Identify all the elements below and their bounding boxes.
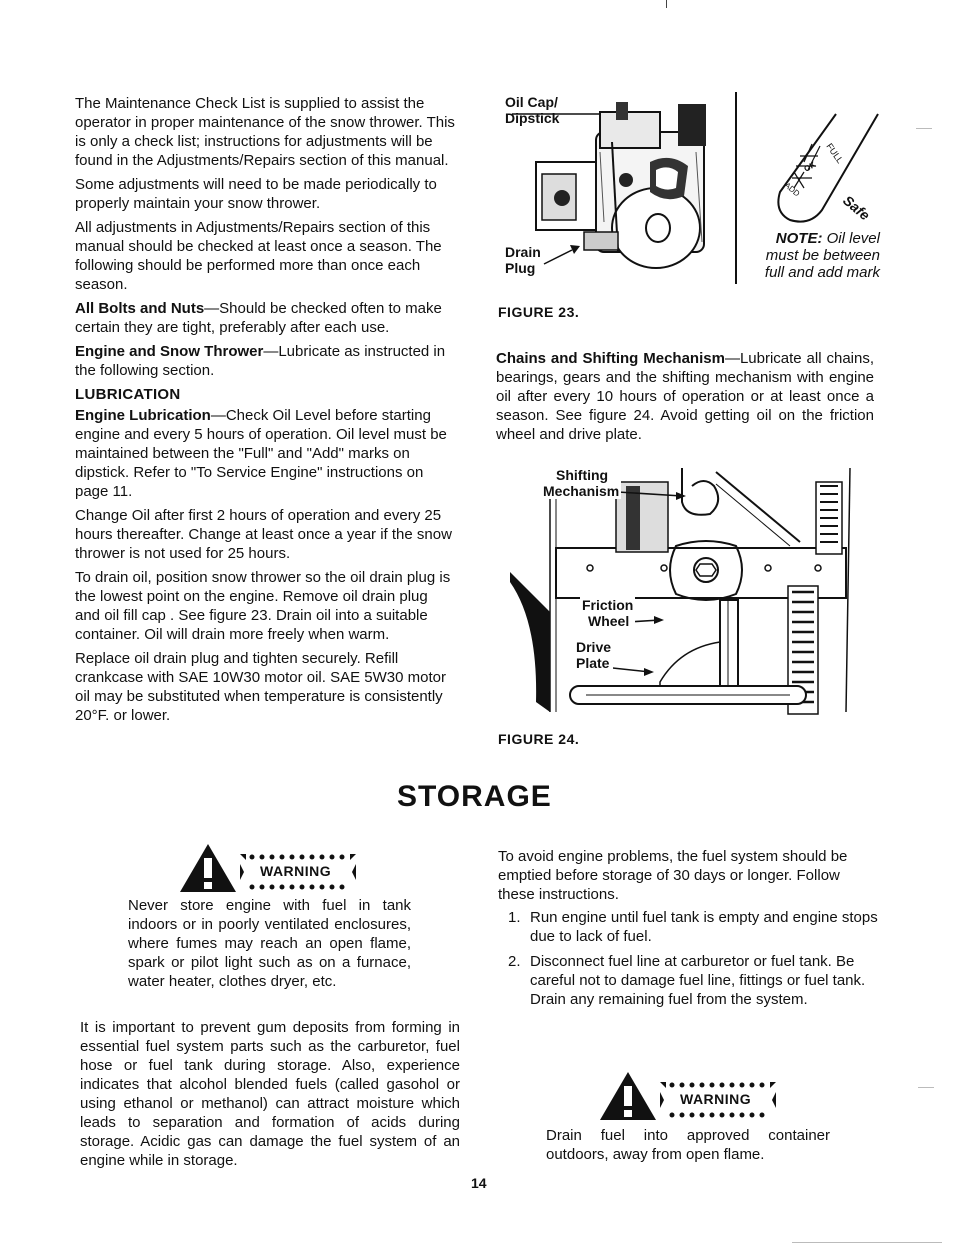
- change-oil-paragraph: Change Oil after first 2 hours of operation and every 25 hours thereafter. Change at least once a year if the snow thrower is not used for 25 hours.: [75, 507, 452, 562]
- engine-lubrication-text: —Check Oil Level before starting engine and every 5 hours of operation. Oil level must be maintained between the "Full" and "Add" marks on dipstick. Refer to "To Service Engine" instructions on page 11.: [75, 407, 447, 500]
- warning1-text: Never store engine with fuel in tank indoors or in poorly ventilated enclosures, where fumes may reach an open flame, spark or pilot light such as on a furnace, water heater, clothes dryer, etc.: [128, 897, 411, 990]
- dipstick-full-mark: FULL: [824, 141, 846, 166]
- note-label: NOTE:: [775, 230, 823, 247]
- shifting-mechanism-label: Shifting Mechanism: [543, 467, 620, 499]
- fuel-steps-list: [498, 908, 880, 1015]
- warning1-label: WARNING: [260, 863, 332, 879]
- chains-text: —Lubricate all chains, bearings, gears and the shifting mechanism with engine oil after every 10 hours of operation or at least once a season. See figure 24. Avoid getting oil on the friction wheel and drive plate.: [496, 350, 875, 443]
- lubrication-heading: LUBRICATION: [75, 386, 181, 403]
- step-number: 1.: [508, 909, 521, 926]
- engine-snow-text: —Lubricate as instructed in the following section.: [75, 343, 446, 379]
- fuel-intro-paragraph: To avoid engine problems, the fuel system should be emptied before storage of 30 days or longer. Follow these instructions.: [498, 848, 848, 903]
- dipstick-safe-mark: Safe: [840, 192, 874, 224]
- figure23-divider: [735, 92, 737, 284]
- friction-wheel-label: Friction Wheel: [582, 597, 634, 629]
- left-column: [75, 94, 455, 725]
- note-text: Oil level must be between full and add mark: [764, 230, 880, 281]
- figure23-caption: FIGURE 23.: [498, 304, 580, 320]
- oil-cap-label: Oil Cap/ Dipstick: [505, 94, 560, 126]
- dipstick-ok-mark: OK: [802, 159, 818, 174]
- warning-triangle-icon: [178, 842, 238, 894]
- engine-lubrication-paragraph: [75, 406, 455, 501]
- bolts-label: All Bolts and Nuts: [75, 300, 205, 317]
- adjustments-paragraph: Some adjustments will need to be made periodically to properly maintain your snow thrower.: [75, 176, 437, 212]
- chains-label: Chains and Shifting Mechanism: [496, 350, 725, 367]
- engine-illustration: [500, 92, 720, 270]
- dipstick-illustration: [760, 110, 890, 228]
- engine-snow-paragraph: [75, 342, 455, 380]
- warning-triangle-icon: [598, 1070, 658, 1122]
- engine-snow-label: Engine and Snow Thrower: [75, 343, 264, 360]
- maintenance-intro-paragraph: The Maintenance Check List is supplied to assist the operator in proper maintenance of the snow thrower. This is only a check list; instructions for adjustments will be found in the Adjustments/Repairs section of this manual.: [75, 95, 455, 169]
- warning-banner: [598, 1070, 788, 1122]
- margin-scan-mark: [916, 128, 932, 129]
- step-text: Run engine until fuel tank is empty and engine stops due to lack of fuel.: [530, 909, 878, 945]
- storage-title: STORAGE: [397, 780, 552, 813]
- bottom-scan-mark: [792, 1242, 942, 1243]
- fuel-step-2: [498, 952, 880, 1009]
- step-text: Disconnect fuel line at carburetor or fuel tank. Be careful not to damage fuel line, fittings or fuel tank. Drain any remaining fuel from the system.: [530, 953, 866, 1008]
- warning2-text: Drain fuel into approved container outdoors, away from open flame.: [546, 1127, 830, 1163]
- margin-scan-mark: [918, 1087, 934, 1088]
- seasonal-check-paragraph: All adjustments in Adjustments/Repairs section of this manual should be checked at least once a season. The following should be performed more than once each season.: [75, 219, 442, 293]
- shifting-mechanism-illustration: [510, 462, 856, 724]
- warning-banner: [178, 842, 368, 894]
- replace-plug-paragraph: Replace oil drain plug and tighten securely. Refill crankcase with SAE 10W30 motor oil. SAE 5W30 motor oil may be substituted when temperature is consistently 20°F. or lower.: [75, 650, 446, 724]
- drain-plug-label: Drain Plug: [505, 244, 541, 276]
- drain-oil-paragraph: To drain oil, position snow thrower so the oil drain plug is the lowest point on the engine. Remove oil drain plug and oil fill cap . See figure 23. Drain oil into a suitable container. Oil will drain more freely when warm.: [75, 569, 451, 643]
- page-number: 14: [471, 1175, 487, 1191]
- bolts-text: —Should be checked often to make certain they are tight, preferably after each use.: [75, 300, 442, 336]
- engine-lubrication-label: Engine Lubrication: [75, 407, 211, 424]
- dipstick-add-mark: ADD: [782, 180, 802, 199]
- gum-deposits-paragraph: It is important to prevent gum deposits from forming in essential fuel system parts such as the carburetor, fuel hose or fuel tank during storage. Also, experience indicates that alcohol blended fuels (called gasohol or using ethanol or methanol) can attract moisture which leads to separation and formation of acids during storage. Acidic gas can damage the fuel system of an engine while in storage.: [80, 1019, 460, 1169]
- chains-paragraph: [496, 349, 874, 444]
- figure24-caption: FIGURE 24.: [498, 731, 580, 747]
- step-number: 2.: [508, 953, 521, 970]
- fuel-step-1: [498, 908, 880, 946]
- warning2-label: WARNING: [680, 1091, 752, 1107]
- oil-level-note: [748, 230, 880, 281]
- top-scan-mark: [666, 0, 667, 8]
- bolts-paragraph: [75, 299, 455, 337]
- drive-plate-label: Drive Plate: [576, 639, 612, 671]
